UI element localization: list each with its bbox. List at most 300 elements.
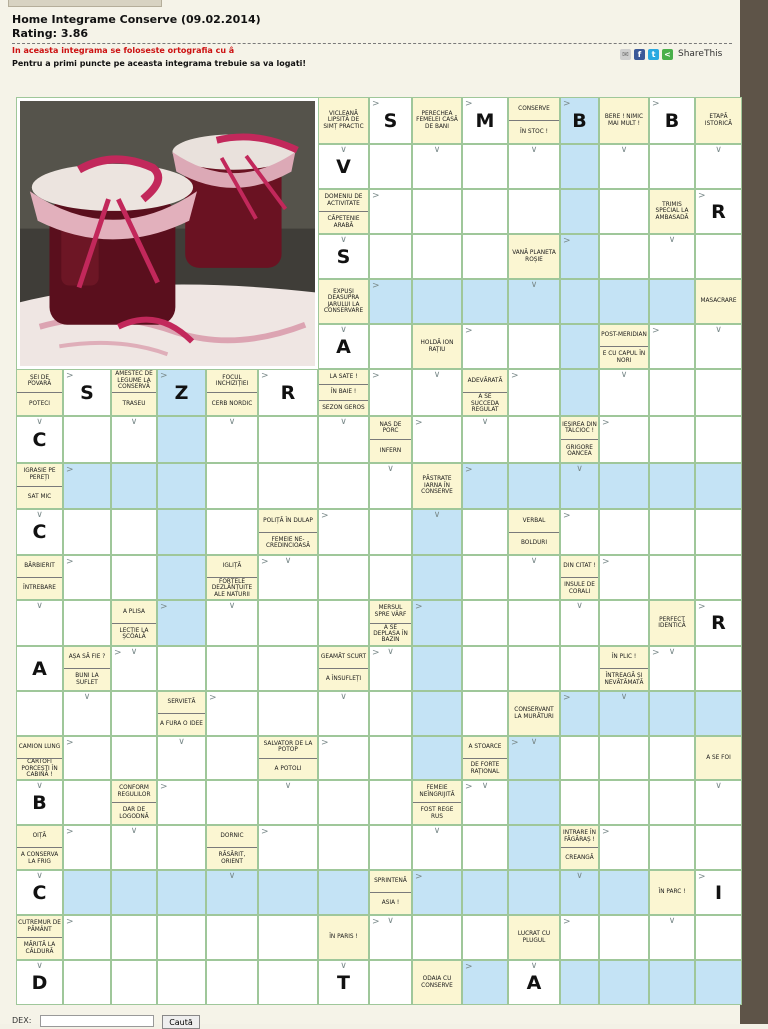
answer-cell[interactable] — [462, 646, 508, 691]
clue-text: CĂPETENIE ARABĂ — [319, 211, 368, 233]
answer-cell[interactable] — [599, 780, 649, 825]
answer-cell[interactable] — [695, 691, 742, 736]
answer-cell[interactable] — [318, 780, 369, 825]
answer-cell[interactable] — [508, 555, 560, 600]
given-letter: C — [32, 521, 47, 543]
answer-cell[interactable] — [206, 960, 258, 1005]
arrow-right-icon: > — [465, 326, 473, 336]
answer-cell[interactable] — [318, 691, 369, 736]
given-letter: S — [336, 245, 351, 268]
arrow-down-icon: ∨ — [481, 781, 489, 791]
answer-cell[interactable] — [560, 691, 599, 736]
answer-cell[interactable] — [599, 234, 649, 279]
arrow-down-icon: ∨ — [130, 647, 138, 657]
answer-cell[interactable] — [63, 960, 111, 1005]
orthography-note: In aceasta integrama se foloseste ortografia cu â — [12, 46, 235, 55]
answer-cell[interactable] — [16, 600, 63, 646]
answer-cell[interactable] — [318, 463, 369, 509]
clue-cell — [508, 915, 560, 960]
answer-cell[interactable] — [258, 463, 318, 509]
arrow-right-icon: > — [415, 602, 423, 612]
answer-cell[interactable] — [508, 825, 560, 870]
answer-cell[interactable] — [206, 646, 258, 691]
answer-cell[interactable] — [258, 691, 318, 736]
answer-cell[interactable] — [462, 960, 508, 1005]
answer-cell[interactable] — [63, 825, 111, 870]
answer-cell[interactable] — [16, 960, 63, 1005]
arrow-down-icon: ∨ — [433, 826, 441, 836]
answer-cell[interactable] — [318, 600, 369, 646]
arrow-down-icon: ∨ — [530, 961, 538, 971]
clue-cell — [599, 324, 649, 369]
answer-cell[interactable] — [649, 416, 695, 463]
answer-cell[interactable] — [695, 646, 742, 691]
arrow-down-icon: ∨ — [340, 325, 347, 335]
clue-text: POST-MERIDIAN — [601, 332, 647, 339]
answer-cell[interactable] — [695, 509, 742, 555]
clue-cell — [318, 646, 369, 691]
answer-cell[interactable] — [258, 870, 318, 915]
clue-text: DORNIC — [220, 833, 244, 840]
answer-cell[interactable] — [63, 509, 111, 555]
answer-cell[interactable] — [258, 825, 318, 870]
answer-cell[interactable] — [206, 416, 258, 463]
answer-cell[interactable] — [318, 324, 369, 369]
answer-cell[interactable] — [508, 463, 560, 509]
answer-cell[interactable] — [111, 960, 157, 1005]
answer-cell[interactable] — [258, 780, 318, 825]
answer-cell[interactable] — [157, 736, 206, 780]
answer-cell[interactable] — [258, 646, 318, 691]
clue-text: AȘA SĂ FIE ? — [68, 654, 106, 661]
answer-cell[interactable] — [63, 463, 111, 509]
share-this-link[interactable]: ShareThis — [678, 49, 723, 59]
answer-cell[interactable] — [462, 324, 508, 369]
answer-cell[interactable] — [560, 234, 599, 279]
answer-cell[interactable] — [649, 915, 695, 960]
answer-cell[interactable] — [560, 144, 599, 189]
answer-cell[interactable] — [157, 463, 206, 509]
answer-cell[interactable] — [649, 509, 695, 555]
arrow-down-icon: ∨ — [340, 961, 347, 971]
answer-cell[interactable] — [462, 279, 508, 324]
answer-cell[interactable] — [560, 915, 599, 960]
answer-cell[interactable] — [649, 279, 695, 324]
answer-cell[interactable] — [649, 825, 695, 870]
arrow-right-icon: > — [465, 782, 473, 792]
answer-cell[interactable] — [560, 509, 599, 555]
answer-cell[interactable] — [111, 691, 157, 736]
arrow-down-icon: ∨ — [340, 692, 347, 702]
answer-cell[interactable] — [462, 463, 508, 509]
answer-cell[interactable] — [599, 960, 649, 1005]
answer-cell[interactable] — [318, 509, 369, 555]
answer-cell[interactable] — [412, 691, 462, 736]
answer-cell[interactable] — [318, 144, 369, 189]
answer-cell[interactable] — [599, 870, 649, 915]
clue-text: NAS DE PORC — [379, 421, 402, 434]
answer-cell[interactable] — [508, 870, 560, 915]
answer-cell[interactable] — [462, 416, 508, 463]
answer-cell[interactable] — [318, 416, 369, 463]
answer-cell[interactable] — [369, 509, 412, 555]
answer-cell[interactable] — [157, 780, 206, 825]
answer-cell[interactable] — [63, 416, 111, 463]
clue-text: FOCUL INCHIZIȚIEI — [215, 374, 249, 387]
arrow-right-icon: > — [261, 827, 269, 837]
answer-cell[interactable] — [318, 870, 369, 915]
answer-cell[interactable] — [16, 509, 63, 555]
arrow-right-icon: > — [465, 962, 473, 972]
clue-text: A SE FOI — [706, 754, 731, 761]
answer-cell[interactable] — [695, 324, 742, 369]
answer-cell[interactable] — [649, 691, 695, 736]
answer-cell[interactable] — [599, 915, 649, 960]
answer-cell[interactable] — [111, 870, 157, 915]
answer-cell[interactable] — [599, 509, 649, 555]
answer-cell[interactable] — [258, 915, 318, 960]
answer-cell[interactable] — [560, 189, 599, 234]
answer-cell[interactable] — [560, 646, 599, 691]
clue-text: FOST REGE RUS — [413, 802, 461, 824]
answer-cell[interactable] — [63, 915, 111, 960]
answer-cell[interactable] — [560, 960, 599, 1005]
answer-cell[interactable] — [462, 825, 508, 870]
dex-label: DEX: — [12, 1016, 32, 1025]
arrow-down-icon: ∨ — [36, 417, 43, 427]
answer-cell[interactable] — [599, 189, 649, 234]
answer-cell[interactable] — [695, 463, 742, 509]
answer-cell[interactable] — [649, 144, 695, 189]
answer-cell[interactable] — [508, 324, 560, 369]
answer-cell[interactable] — [258, 555, 318, 600]
answer-cell[interactable] — [63, 870, 111, 915]
answer-cell[interactable] — [111, 915, 157, 960]
answer-cell[interactable] — [649, 960, 695, 1005]
answer-cell[interactable] — [412, 600, 462, 646]
arrow-right-icon: > — [652, 326, 660, 336]
answer-cell[interactable] — [560, 870, 599, 915]
answer-cell[interactable] — [462, 234, 508, 279]
clue-text: BOLDURI — [509, 532, 559, 555]
answer-cell[interactable] — [412, 144, 462, 189]
email-icon[interactable]: ✉ — [620, 49, 631, 60]
answer-cell[interactable] — [599, 691, 649, 736]
answer-cell[interactable] — [560, 324, 599, 369]
arrow-right-icon: > — [372, 99, 380, 109]
arrow-down-icon: ∨ — [530, 737, 538, 747]
answer-cell[interactable] — [599, 555, 649, 600]
arrow-right-icon: > — [66, 827, 74, 837]
answer-cell[interactable] — [462, 780, 508, 825]
answer-cell[interactable] — [157, 825, 206, 870]
answer-cell[interactable] — [599, 279, 649, 324]
given-letter: S — [80, 381, 94, 404]
clue-text: OIȚĂ — [32, 833, 47, 840]
answer-cell[interactable] — [695, 825, 742, 870]
answer-cell[interactable] — [63, 555, 111, 600]
arrow-right-icon: > — [66, 738, 74, 748]
answer-cell[interactable] — [369, 780, 412, 825]
answer-cell[interactable] — [412, 825, 462, 870]
twitter-icon[interactable]: t — [648, 49, 659, 60]
answer-cell[interactable] — [318, 960, 369, 1005]
answer-cell[interactable] — [111, 416, 157, 463]
answer-cell[interactable] — [560, 369, 599, 416]
clue-cell — [599, 646, 649, 691]
answer-cell[interactable] — [63, 691, 111, 736]
clue-cell — [462, 736, 508, 780]
answer-cell[interactable] — [695, 144, 742, 189]
answer-cell[interactable] — [111, 463, 157, 509]
conserve-jars-photo — [17, 98, 318, 369]
answer-cell[interactable] — [508, 369, 560, 416]
answer-cell[interactable] — [412, 416, 462, 463]
answer-cell[interactable] — [157, 960, 206, 1005]
answer-cell[interactable] — [157, 915, 206, 960]
top-nav-button[interactable] — [8, 0, 162, 7]
given-letter: V — [336, 155, 351, 178]
clue-text: INTRARE ÎN FĂGĂRAȘ ! — [563, 830, 596, 843]
answer-cell[interactable] — [206, 870, 258, 915]
answer-cell[interactable] — [599, 369, 649, 416]
answer-cell[interactable] — [206, 691, 258, 736]
answer-cell[interactable] — [369, 369, 412, 416]
answer-cell[interactable] — [508, 416, 560, 463]
arrow-down-icon: ∨ — [715, 325, 722, 335]
answer-cell[interactable] — [599, 463, 649, 509]
answer-cell[interactable] — [508, 960, 560, 1005]
answer-cell[interactable] — [599, 736, 649, 780]
answer-cell[interactable] — [369, 189, 412, 234]
share-icon[interactable]: < — [662, 49, 673, 60]
answer-cell[interactable] — [412, 736, 462, 780]
answer-cell[interactable] — [157, 416, 206, 463]
answer-cell[interactable] — [508, 780, 560, 825]
answer-cell[interactable] — [369, 915, 412, 960]
clue-text: FEMEIE NEÎNGRIJITĂ — [419, 785, 455, 798]
answer-cell[interactable] — [111, 646, 157, 691]
answer-cell[interactable] — [111, 555, 157, 600]
answer-cell[interactable] — [599, 825, 649, 870]
answer-cell[interactable] — [560, 600, 599, 646]
clue-cell — [258, 509, 318, 555]
answer-cell[interactable] — [318, 736, 369, 780]
answer-cell[interactable] — [369, 825, 412, 870]
answer-cell[interactable] — [695, 369, 742, 416]
answer-cell[interactable] — [649, 736, 695, 780]
answer-cell[interactable] — [462, 870, 508, 915]
clue-text: DE FORTE RAȚIONAL — [463, 758, 507, 780]
answer-cell[interactable] — [462, 600, 508, 646]
answer-cell[interactable] — [206, 780, 258, 825]
answer-cell[interactable] — [157, 555, 206, 600]
answer-cell[interactable] — [318, 234, 369, 279]
answer-cell[interactable] — [206, 736, 258, 780]
answer-cell[interactable] — [649, 646, 695, 691]
answer-cell[interactable] — [649, 463, 695, 509]
answer-cell[interactable] — [318, 825, 369, 870]
answer-cell[interactable] — [111, 736, 157, 780]
answer-cell[interactable] — [649, 555, 695, 600]
clue-text: LECȚIE LA ȘCOALĂ — [112, 623, 156, 646]
answer-cell[interactable] — [695, 189, 742, 234]
answer-cell[interactable] — [16, 870, 63, 915]
answer-cell[interactable] — [369, 691, 412, 736]
answer-cell[interactable] — [206, 509, 258, 555]
answer-cell[interactable] — [649, 324, 695, 369]
answer-cell[interactable] — [599, 416, 649, 463]
answer-cell[interactable] — [206, 915, 258, 960]
answer-cell[interactable] — [369, 736, 412, 780]
answer-cell[interactable] — [462, 189, 508, 234]
answer-cell[interactable] — [157, 600, 206, 646]
answer-cell[interactable] — [412, 646, 462, 691]
arrow-right-icon: > — [698, 191, 706, 201]
answer-cell[interactable] — [369, 144, 412, 189]
answer-cell[interactable] — [508, 144, 560, 189]
answer-cell[interactable] — [206, 600, 258, 646]
answer-cell[interactable] — [462, 509, 508, 555]
arrow-down-icon: ∨ — [620, 145, 628, 155]
answer-cell[interactable] — [63, 600, 111, 646]
clue-text: IGRASIE PE PEREȚI — [23, 468, 56, 481]
answer-cell[interactable] — [695, 780, 742, 825]
answer-cell[interactable] — [369, 960, 412, 1005]
answer-cell[interactable] — [157, 646, 206, 691]
answer-cell[interactable] — [599, 144, 649, 189]
answer-cell[interactable] — [508, 279, 560, 324]
answer-cell[interactable] — [462, 915, 508, 960]
clue-text: IGLIȚĂ — [222, 563, 242, 570]
facebook-icon[interactable]: f — [634, 49, 645, 60]
clue-text: CARTOFI PORCEȘTI ÎN CABINĂ ! — [17, 758, 62, 780]
answer-cell[interactable] — [157, 509, 206, 555]
answer-cell[interactable] — [111, 509, 157, 555]
answer-cell[interactable] — [412, 279, 462, 324]
clue-text: CONSERVE — [518, 105, 550, 112]
answer-cell[interactable] — [369, 646, 412, 691]
arrow-right-icon: > — [372, 191, 380, 201]
answer-cell[interactable] — [16, 780, 63, 825]
clue-cell — [412, 97, 462, 144]
answer-cell[interactable] — [157, 369, 206, 416]
answer-cell[interactable] — [63, 780, 111, 825]
answer-cell[interactable] — [258, 960, 318, 1005]
clue-text: ÎNTREAGĂ ȘI NEVĂTĂMATĂ — [600, 668, 648, 690]
answer-cell[interactable] — [258, 600, 318, 646]
given-letter: B — [572, 109, 587, 132]
answer-cell[interactable] — [695, 870, 742, 915]
given-letter: S — [383, 109, 398, 132]
clue-text: CONFORM REGULILOR — [117, 785, 151, 798]
answer-cell[interactable] — [412, 234, 462, 279]
answer-cell[interactable] — [560, 97, 599, 144]
answer-cell[interactable] — [462, 144, 508, 189]
clue-text: CREANGĂ — [561, 847, 598, 869]
answer-cell[interactable] — [695, 600, 742, 646]
answer-cell[interactable] — [560, 736, 599, 780]
answer-cell[interactable] — [508, 600, 560, 646]
answer-cell[interactable] — [462, 555, 508, 600]
given-letter: B — [664, 109, 680, 132]
answer-cell[interactable] — [560, 780, 599, 825]
answer-cell[interactable] — [258, 369, 318, 416]
answer-cell[interactable] — [412, 509, 462, 555]
answer-cell[interactable] — [462, 691, 508, 736]
clue-text: A POTOLI — [259, 758, 317, 780]
answer-cell[interactable] — [369, 555, 412, 600]
arrow-down-icon: ∨ — [715, 781, 722, 791]
answer-cell[interactable] — [649, 780, 695, 825]
answer-cell[interactable] — [206, 463, 258, 509]
answer-cell[interactable] — [412, 870, 462, 915]
answer-cell[interactable] — [508, 646, 560, 691]
answer-cell[interactable] — [695, 915, 742, 960]
arrow-down-icon: ∨ — [576, 871, 583, 881]
clue-text: ȘEI DE POVARĂ — [27, 374, 52, 387]
arrow-right-icon: > — [114, 648, 122, 658]
answer-cell[interactable] — [369, 463, 412, 509]
answer-cell[interactable] — [369, 234, 412, 279]
clue-cell — [111, 600, 157, 646]
arrow-right-icon: > — [372, 648, 380, 658]
answer-cell[interactable] — [560, 279, 599, 324]
clue-text: PERFECT IDENTICĂ — [658, 616, 686, 629]
answer-cell[interactable] — [16, 691, 63, 736]
answer-cell[interactable] — [318, 555, 369, 600]
clue-text: SALVATOR DE LA POTOP — [263, 740, 313, 754]
clue-cell — [16, 915, 63, 960]
answer-cell[interactable] — [695, 416, 742, 463]
answer-cell[interactable] — [649, 234, 695, 279]
answer-cell[interactable] — [560, 463, 599, 509]
answer-cell[interactable] — [111, 825, 157, 870]
arrow-right-icon: > — [563, 236, 571, 246]
answer-cell[interactable] — [63, 369, 111, 416]
answer-cell[interactable] — [649, 369, 695, 416]
answer-cell[interactable] — [412, 189, 462, 234]
answer-cell[interactable] — [695, 960, 742, 1005]
arrow-down-icon: ∨ — [36, 871, 43, 881]
answer-cell[interactable] — [508, 189, 560, 234]
answer-cell[interactable] — [649, 97, 695, 144]
clue-cell — [599, 97, 649, 144]
answer-cell[interactable] — [412, 915, 462, 960]
answer-cell[interactable] — [695, 555, 742, 600]
answer-cell[interactable] — [369, 97, 412, 144]
arrow-down-icon: ∨ — [668, 235, 676, 245]
answer-cell[interactable] — [695, 234, 742, 279]
dex-search-input[interactable] — [40, 1015, 154, 1027]
answer-cell[interactable] — [412, 555, 462, 600]
arrow-down-icon: ∨ — [228, 871, 236, 881]
answer-cell[interactable] — [63, 736, 111, 780]
answer-cell[interactable] — [16, 646, 63, 691]
answer-cell[interactable] — [599, 600, 649, 646]
answer-cell[interactable] — [369, 279, 412, 324]
answer-cell[interactable] — [462, 97, 508, 144]
arrow-down-icon: ∨ — [36, 601, 43, 611]
answer-cell[interactable] — [16, 416, 63, 463]
answer-cell[interactable] — [369, 324, 412, 369]
answer-cell[interactable] — [508, 736, 560, 780]
answer-cell[interactable] — [258, 416, 318, 463]
answer-cell[interactable] — [157, 870, 206, 915]
clue-text: ÎN PLIC ! — [611, 654, 637, 661]
dex-search-button[interactable]: Caută — [162, 1015, 200, 1029]
answer-cell[interactable] — [412, 369, 462, 416]
